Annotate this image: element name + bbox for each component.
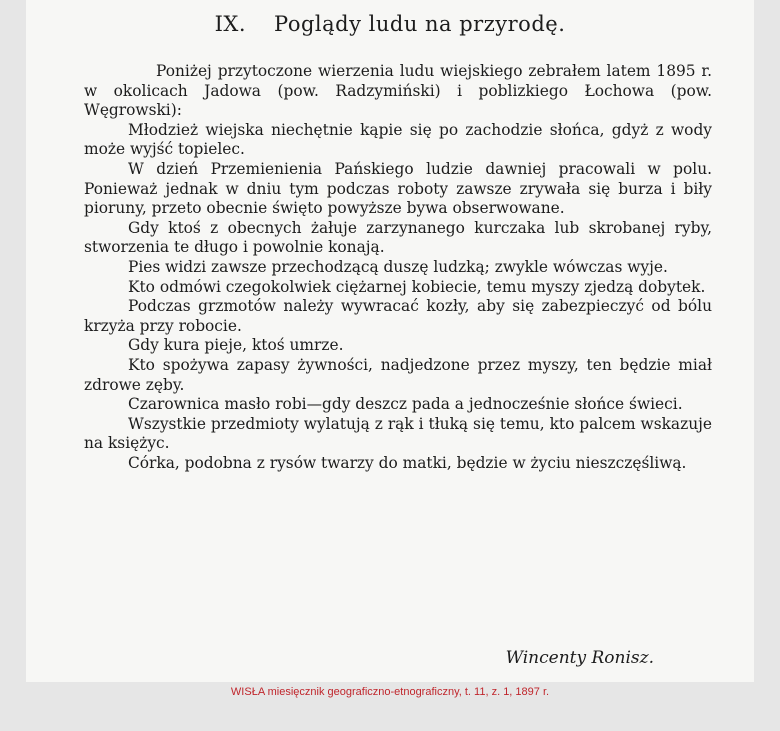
belief-paragraph: W dzień Przemienienia Pańskiego ludzie dawniej pracowali w polu. Ponieważ jednak w dniu tym podczas roboty zawsze zrywała się burza i biły pioruny, przeto obecnie święto powyższe bywa obserwowane. xyxy=(84,159,712,218)
article-number: IX. xyxy=(214,12,247,36)
belief-paragraph: Młodzież wiejska niechętnie kąpie się po zachodzie słońca, gdyż z wody może wyjść topielec. xyxy=(84,120,712,159)
intro-paragraph: Poniżej przytoczone wierzenia ludu wiejskiego zebrałem latem 1895 r. w okolicach Jadowa (pow. Radzymiński) i poblizkiego Łochowa (pow. Węgrowski): xyxy=(84,62,712,120)
scanned-page xyxy=(26,0,754,682)
belief-paragraph: Wszystkie przedmioty wylatują z rąk i tłuką się temu, kto palcem wskazuje na księżyc. xyxy=(84,414,712,453)
belief-paragraph: Córka, podobna z rysów twarzy do matki, będzie w życiu nieszczęśliwą. xyxy=(128,453,687,472)
article-title-text: Poglądy ludu na przyrodę. xyxy=(274,12,566,36)
belief-paragraph: Kto spożywa zapasy żywności, nadjedzone przez myszy, ten będzie miał zdrowe zęby. xyxy=(84,355,712,394)
belief-paragraph: Kto odmówi czegokolwiek ciężarnej kobiecie, temu myszy zjedzą dobytek. xyxy=(128,277,706,296)
article-title xyxy=(26,12,754,36)
belief-paragraph: Czarownica masło robi—gdy deszcz pada a jednocześnie słońce świeci. xyxy=(128,395,683,414)
belief-paragraph: Gdy kura pieje, ktoś umrze. xyxy=(128,336,344,355)
belief-paragraph: Pies widzi zawsze przechodzącą duszę ludzką; zwykle wówczas wyje. xyxy=(128,257,668,276)
belief-paragraph: Podczas grzmotów należy wywracać kozły, aby się zabezpieczyć od bólu krzyża przy robocie. xyxy=(84,297,712,335)
source-caption: WISŁA miesięcznik geograficzno-etnograficzny, t. 11, z. 1, 1897 r. xyxy=(230,686,550,698)
belief-paragraph: Gdy ktoś z obecnych żałuje zarzynanego kurczaka lub skrobanej ryby, stworzenia te długo i powolnie konają. xyxy=(84,218,712,257)
article-body xyxy=(84,62,712,473)
author-signature: Wincenty Ronisz. xyxy=(505,648,654,668)
